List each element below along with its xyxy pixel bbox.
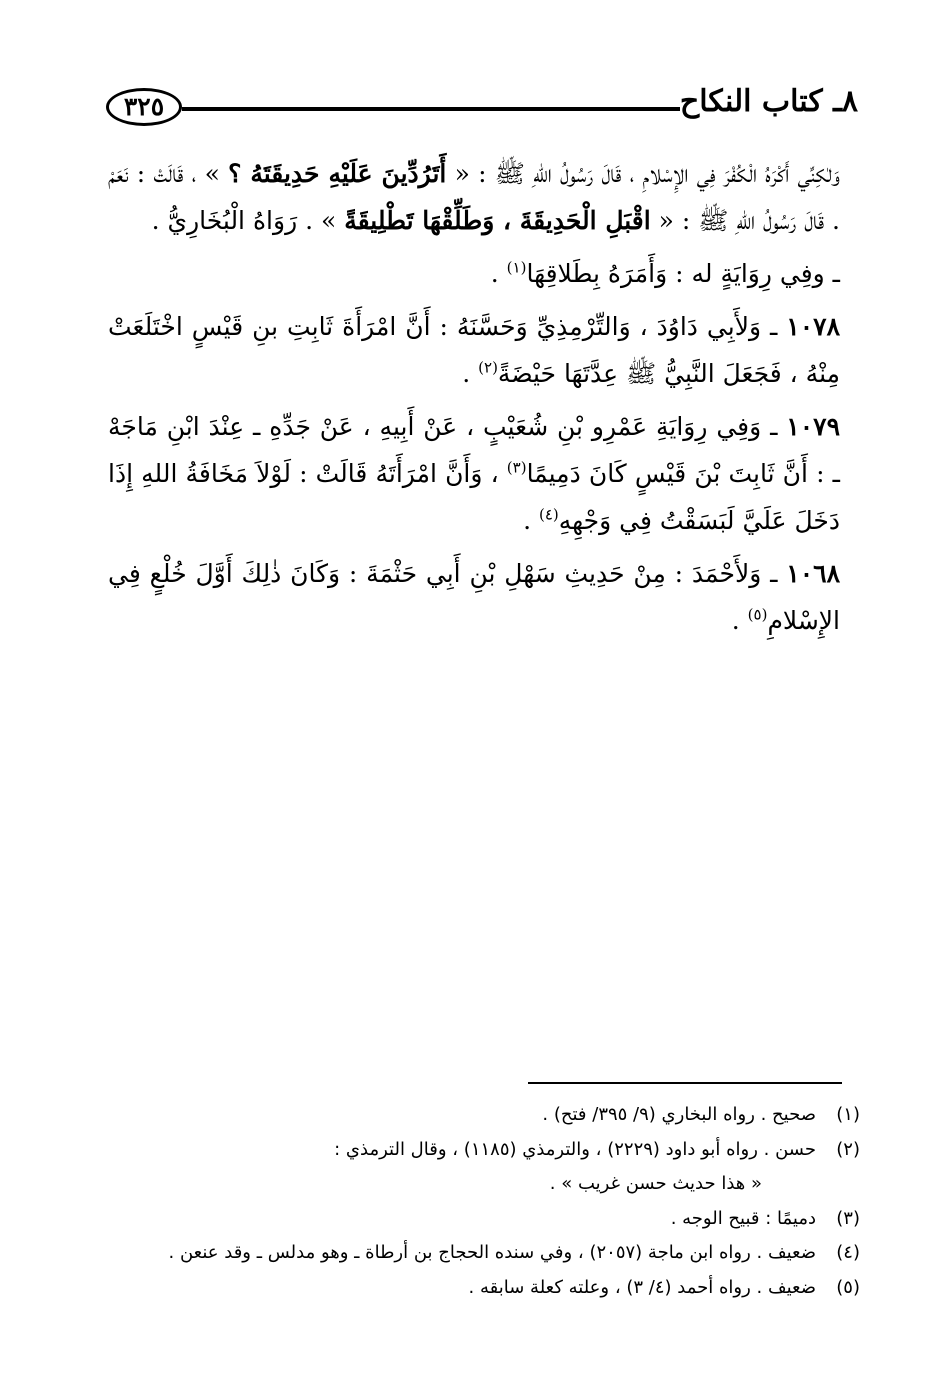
hadith-number: ١٠٧٨ [786, 312, 840, 341]
footnote-ref: (١) [506, 258, 527, 277]
hadith-1068 [108, 550, 840, 644]
page-header [100, 82, 860, 138]
footnote-text: صحيح . رواه البخاري (٩/ ٣٩٥/ فتح) . [542, 1104, 816, 1125]
footnote-ref: (٥) [747, 605, 768, 624]
text-run: . [523, 506, 539, 535]
chapter-title: ٨ـ كتاب النكاح [679, 84, 858, 119]
text-run: . [490, 259, 507, 288]
footnote-text: ضعيف . رواه ابن ماجة (٢٠٥٧) ، وفي سنده الحجاج بن أرطاة ـ وهو مدلس ـ وقد عنعن . [168, 1242, 816, 1263]
text-run: ـ وَلأَحْمَدَ : مِنْ حَدِيثِ سَهْلِ بْنِ أَبِي حَثْمَةَ : وَكَانَ ذٰلِكَ أَوَّلَ خُلْعٍ فِي الإِسْلامِ [108, 559, 840, 635]
footnote-label: (٥) [836, 1276, 860, 1298]
footnote-2 [108, 1133, 860, 1168]
footnote-text: « هذا حديث حسن غريب » . [549, 1173, 762, 1194]
hadith-1079 [108, 403, 840, 544]
footnote-ref: (٤) [538, 505, 559, 524]
hadith-number: ١٠٦٨ [786, 559, 840, 588]
hadith-number: ١٠٧٩ [786, 412, 840, 441]
footnote-1 [108, 1098, 860, 1133]
footnote-4 [108, 1236, 860, 1271]
text-run: . [462, 359, 479, 388]
footnote-label: (١) [836, 1104, 860, 1125]
text-run: وَلٰكِنِّي أَكْرَهُ الْكُفْرَ فِي الإِسْلامِ ، قَالَ رَسُولُ اللهِ ﷺ : « [446, 159, 841, 188]
prophet-quote: أَتَرُدِّينَ عَلَيْهِ حَدِيقَتَهُ ؟ [228, 159, 447, 188]
footnote-label: (٢) [836, 1138, 860, 1160]
footnote-5 [108, 1271, 860, 1306]
footnote-divider [528, 1082, 842, 1084]
footnotes [108, 1098, 860, 1305]
text-run: ـ وفِي رِوَايَةٍ له : وَأَمَرَهُ بِطَلاقِهَا [526, 259, 840, 288]
page-number: ٣٢٥ [106, 88, 182, 126]
paragraph-2 [108, 250, 840, 297]
footnote-ref: (٣) [506, 458, 527, 477]
footnote-3 [108, 1202, 860, 1237]
text-run: » ، قَالَتْ : نَعَمْ . قَالَ رَسُولُ اللهِ ﷺ : « [108, 159, 840, 235]
header-rule [182, 107, 680, 111]
footnote-text: ضعيف . رواه أحمد (٤/ ٣) ، وعلته كعلة سابقه . [468, 1276, 816, 1298]
main-text [108, 150, 840, 650]
footnote-text: دميمًا : قبيح الوجه . [670, 1207, 816, 1229]
text-run: ، وَأَنَّ امْرَأَتَهُ قَالَتْ : لَوْلاَ مَخَافَةُ اللهِ إِذَا دَخَلَ عَلَيَّ لَبَسَقْتُ فِي وَجْهِهِ [108, 459, 840, 535]
footnote-label: (٣) [836, 1207, 860, 1229]
text-run: ـ وَفِي رِوَايَةِ عَمْرِو بْنِ شُعَيْبٍ ، عَنْ أَبِيهِ ، عَنْ جَدِّهِ ـ عِنْدَ ابْنِ مَاجَهْ ـ : أَنَّ ثَابِتَ بْنَ قَيْسٍ كَانَ دَمِيمًا [108, 412, 840, 488]
text-run: ـ وَلأَبِي دَاوُدَ ، وَالتِّرْمِذِيِّ وَحَسَّنَهُ : أَنَّ امْرَأَةَ ثَابِتِ بنِ قَيْسٍ اخْتَلَعَتْ مِنْهُ ، فَجَعَلَ النَّبِيُّ ﷺ عِدَّتَهَا حَيْضَةً [108, 312, 840, 388]
prophet-quote: اقْبَلِ الْحَدِيقَةَ ، وَطَلِّقْهَا تَطْلِيقَةً [344, 206, 651, 235]
hadith-1078 [108, 303, 840, 397]
text-run: . [731, 606, 748, 635]
footnote-2-continued [108, 1167, 860, 1202]
footnote-text: حسن . رواه أبو داود (٢٢٢٩) ، والترمذي (١١٨٥) ، وقال الترمذي : [334, 1138, 816, 1160]
footnote-label: (٤) [836, 1242, 860, 1263]
text-run: » . رَوَاهُ الْبُخَارِيُّ . [151, 206, 345, 235]
paragraph-1 [108, 150, 840, 244]
footnote-ref: (٢) [478, 358, 498, 377]
